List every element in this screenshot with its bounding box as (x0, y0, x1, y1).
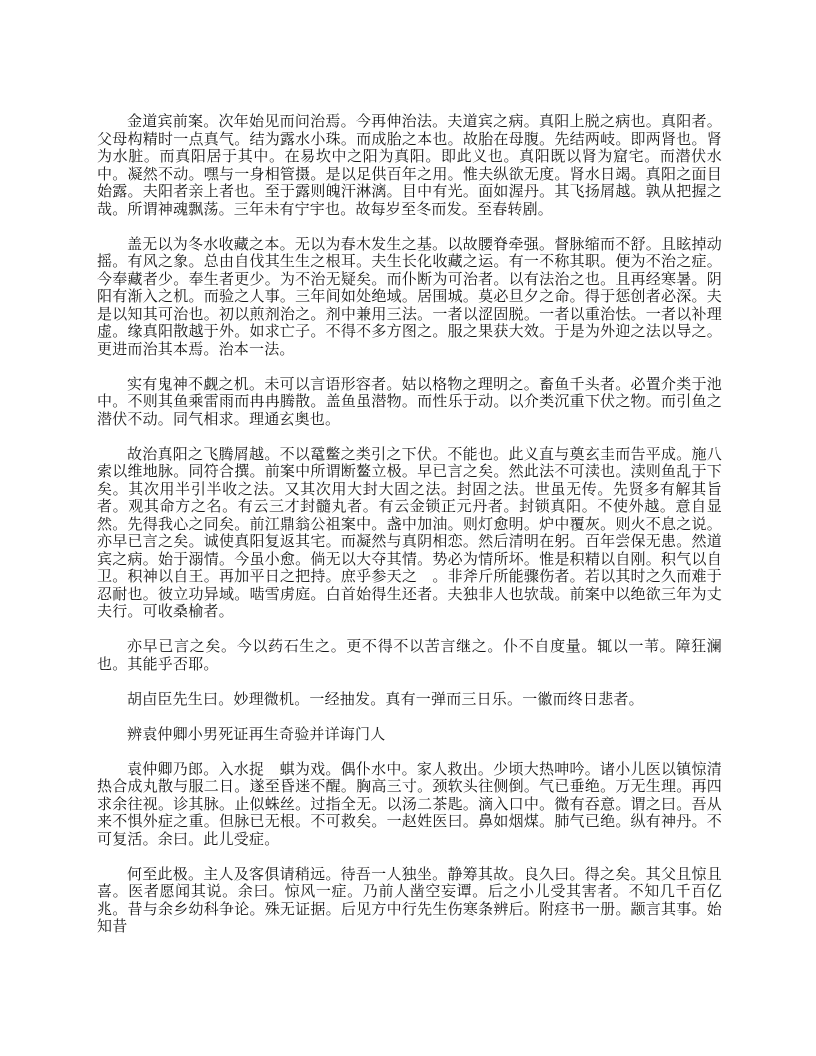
document-body (97, 114, 722, 937)
paragraph-jin-daobin-case-intro: 金道宾前案。次年始见而问治焉。今再伸治法。夫道宾之病。真阳上脱之病也。真阳者。父母构精时一点真气。结为露水小珠。而成胎之本也。故胎在母腹。先结两岐。即两肾也。肾为水脏。而真阳居于其中。在易坎中之阳为真阳。即此义也。真阳既以肾为窟宅。而潜伏水中。凝然不动。嘿与一身相管摄。是以足供百年之用。惟夫纵欲无度。肾水日竭。真阳之面目始露。夫阳者亲上者也。至于露则魄汗淋漓。目中有光。面如渥丹。其飞扬屑越。孰从把握之哉。所谓神魂飘荡。三年未有宁宇也。故每岁至冬而发。至春转剧。 (97, 114, 722, 218)
paragraph-winter-storage-diagnosis: 盖无以为冬水收藏之本。无以为春木发生之基。以故腰脊牵强。督脉缩而不舒。且眩掉动摇。有风之象。总由自伐其生生之根耳。夫生长化收藏之运。有一不称其职。便为不治之症。今奉藏者少。奉生者更少。为不治无疑矣。而仆断为可治者。以有法治之也。且再经寒暑。阴阳有渐入之机。而验之人事。三年间如处绝域。居围城。莫必旦夕之命。得于惩创者必深。夫是以知其可治也。初以煎剂治之。剂中兼用三法。一者以涩固脱。一者以重治怯。一者以补理虚。缘真阳散越于外。如求亡子。不得不多方图之。服之果获大效。于是为外迎之法以导之。更进而治其本焉。治本一法。 (97, 236, 722, 358)
section-heading-yuan-zhongqing-case: 辨袁仲卿小男死证再生奇验并详诲门人 (127, 726, 386, 743)
paragraph-fish-pond-analogy: 实有鬼神不觑之机。未可以言语形容者。姑以格物之理明之。畜鱼千头者。必置介类于池中。不则其鱼乘雷雨而冉冉腾散。盖鱼虽潜物。而性乐于动。以介类沉重下伏之物。而引鱼之潜伏不动。同气相求。理通玄奥也。 (97, 376, 722, 428)
paragraph-true-yang-treatment: 故治真阳之飞腾屑越。不以鼋鳖之类引之下伏。不能也。此义直与奠玄圭而告平成。施八索以维地脉。同符合撰。前案中所谓断鳌立极。早已言之矣。然此法不可渎也。渎则鱼乱于下矣。其次用半引半收之法。又其次用大封大固之法。封固之法。世虽无传。先贤多有解其旨者。观其命方之名。有云三才封髓丸者。有云金锁正元丹者。封锁真阳。不使外越。意自显然。先得我心之同矣。前江鼎翁公祖案中。盏中加油。则灯愈明。炉中覆灰。则火不息之说。亦早已言之矣。诚使真阳复返其宅。而凝然与真阴相恋。然后清明在躬。百年尝保无患。然道宾之病。始于溺情。今虽小愈。倘无以大夺其情。势必为情所坏。惟是积精以自刚。积气以自卫。积神以自王。再加平日之把持。庶乎参天之 。非斧斤所能骤伤者。若以其时之久而难于忍耐也。彼立功异域。啮雪虏庭。白首始得生还者。夫独非人也欤哉。前案中以绝欲三年为丈夫行。可收桑榆者。 (97, 446, 722, 620)
paragraph-bitter-advice: 亦早已言之矣。今以药石生之。更不得不以苦言继之。仆不自度量。辄以一苇。障狂澜也。其能乎否耶。 (97, 639, 722, 673)
paragraph-hu-youchen-comment: 胡卣臣先生曰。妙理微机。一经抽发。真有一弹而三日乐。一徽而终日悲者。 (127, 691, 644, 708)
paragraph-drowned-boy-case: 袁仲卿乃郎。入水捉 蜞为戏。偶仆水中。家人救出。少顷大热呻吟。诸小儿医以镇惊清热合成丸散与服二日。遂至昏迷不醒。胸高三寸。颈软头往侧倒。气已垂绝。万无生理。再四求余往视。诊其脉。止似蛛丝。过指全无。以汤二茶匙。滴入口中。微有吞意。谓之曰。吾从来不惧外症之重。但脉已无根。不可救矣。一赵姓医曰。鼻如烟煤。肺气已绝。纵有神丹。不可复活。余曰。此儿受症。 (97, 761, 722, 848)
paragraph-jingfeng-refutation: 何至此极。主人及客俱请稍远。待吾一人独坐。静筹其故。良久曰。得之矣。其父且惊且喜。医者愿闻其说。余曰。惊风一症。乃前人凿空妄谭。后之小儿受其害者。不知几千百亿兆。昔与余乡幼科争论。殊无证据。后见方中行先生伤寒条辨后。附痉书一册。颛言其事。始知昔 (97, 866, 722, 935)
